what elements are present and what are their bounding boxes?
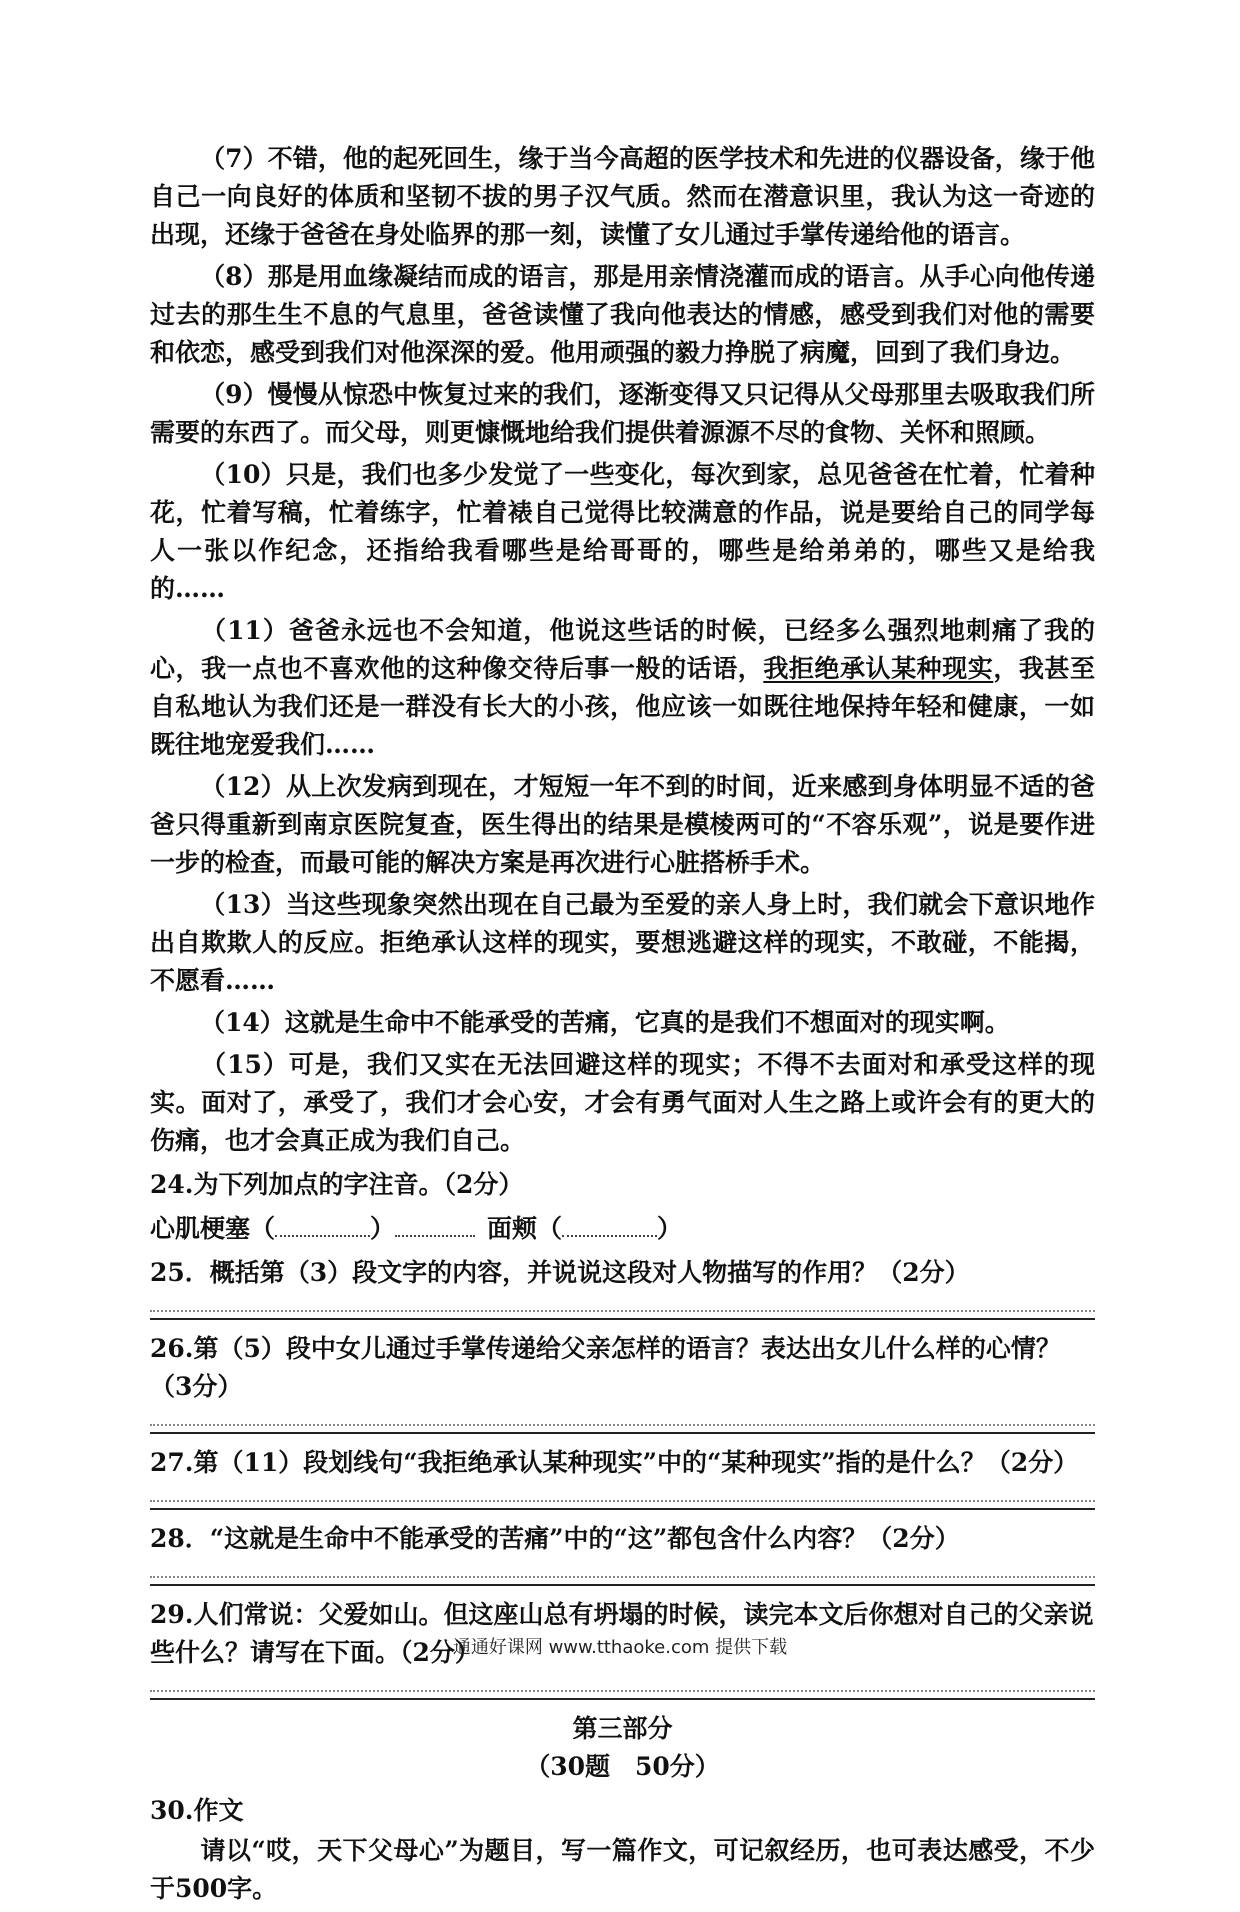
pinyin-blank-1[interactable] [275,1211,370,1237]
part3-subtitle: （30题 50分） [525,1752,720,1781]
paragraph-9: （9）慢慢从惊恐中恢复过来的我们，逐渐变得又只记得从父母那里去吸取我们所需要的东西了。而父母，则更慷慨地给我们提供着源源不尽的食物、关怀和照顾。 [150,380,1095,447]
paragraph-10: （10）只是，我们也多少发觉了一些变化，每次到家，总见爸爸在忙着，忙着种花，忙着写稿，忙着练字，忙着裱自己觉得比较满意的作品，说是要给自己的同学每人一张以作纪念，还指给我看哪些是给哥哥的，哪些是给弟弟的，哪些又是给我的…… [150,460,1095,603]
question-26: 26.第（5）段中女儿通过手掌传递给父亲怎样的语言？表达出女儿什么样的心情？（3分） [150,1334,1061,1401]
essay-prompt: 请以“哎，天下父母心”为题目，写一篇作文，可记叙经历，也可表达感受，不少于500字。 [150,1836,1095,1903]
underlined-sentence: 我拒绝承认某种现实 [763,654,994,683]
paragraph-14: （14）这就是生命中不能承受的苦痛，它真的是我们不想面对的现实啊。 [200,1008,1010,1037]
paragraph-13: （13）当这些现象突然出现在自己最为至爱的亲人身上时，我们就会下意识地作出自欺欺人的反应。拒绝承认这样的现实，要想逃避这样的现实，不敢碰，不能揭，不愿看…… [150,890,1095,995]
paragraph-8: （8）那是用血缘凝结而成的语言，那是用亲情浇灌而成的语言。从手心向他传递过去的那生生不息的气息里，爸爸读懂了我向他表达的情感，感受到我们对他的需要和依恋，感受到我们对他深深的爱。他用顽强的毅力挣脱了病魔，回到了我们身边。 [150,262,1095,367]
answer-line-26[interactable] [150,1408,1095,1434]
question-25: 25．概括第（3）段文字的内容，并说说这段对人物描写的作用？（2分） [150,1258,970,1287]
pinyin-blank-2[interactable] [562,1211,657,1237]
part3-title: 第三部分 [572,1714,673,1743]
question-30: 30.作文 [150,1796,244,1825]
paragraph-7: （7）不错，他的起死回生，缘于当今高超的医学技术和先进的仪器设备，缘于他自己一向良好的体质和坚韧不拔的男子汉气质。然而在潜意识里，我认为这一奇迹的出现，还缘于爸爸在身处临界的那一刻，读懂了女儿通过手掌传递给他的语言。 [150,144,1095,249]
question-29: 29.人们常说：父爱如山。但这座山总有坍塌的时候，读完本文后你想对自己的父亲说些什么？请写在下面。（2分） [150,1600,1094,1667]
footer-credit: 通通好课网 www.tthaoke.com 提供下载 [452,1637,788,1658]
paragraph-15: （15）可是，我们又实在无法回避这样的现实；不得不去面对和承受这样的现实。面对了，承受了，我们才会心安，才会有勇气面对人生之路上或许会有的更大的伤痛，也才会真正成为我们自己。 [150,1050,1095,1155]
answer-line-25[interactable] [150,1294,1095,1320]
answer-line-27[interactable] [150,1484,1095,1510]
question-27: 27.第（11）段划线句“我拒绝承认某种现实”中的“某种现实”指的是什么？（2分） [150,1448,1079,1477]
question-28: 28．“这就是生命中不能承受的苦痛”中的“这”都包含什么内容？（2分） [150,1524,960,1553]
paragraph-11: （11）爸爸永远也不会知道，他说这些话的时候，已经多么强烈地刺痛了我的心，我一点也不喜欢他的这种像交待后事一般的话语，我拒绝承认某种现实，我甚至自私地认为我们还是一群没有长大的小孩，他应该一如既往地保持年轻和健康，一如既往地宠爱我们…… [150,616,1095,759]
question-24: 24.为下列加点的字注音。（2分） [150,1170,524,1199]
question-24-words: 心肌梗塞（ ） 面颊（ ） [150,1210,1095,1248]
paragraph-12: （12）从上次发病到现在，才短短一年不到的时间，近来感到身体明显不适的爸爸只得重新到南京医院复查，医生得出的结果是模棱两可的“不容乐观”，说是要作进一步的检查，而最可能的解决方案是再次进行心脏搭桥手术。 [150,772,1095,877]
answer-line-28[interactable] [150,1560,1095,1586]
answer-line-29[interactable] [150,1674,1095,1700]
